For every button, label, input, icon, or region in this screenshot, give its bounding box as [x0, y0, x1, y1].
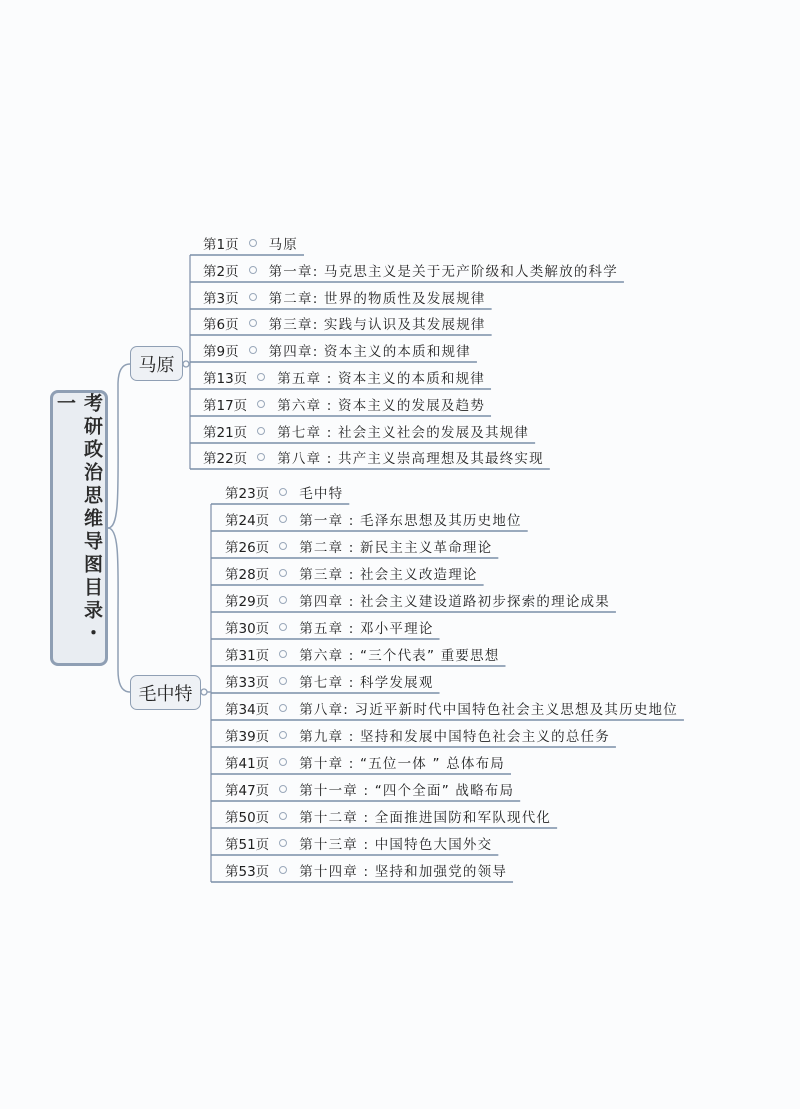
chapter-title: 第五章 : 邓小平理论 [299, 621, 434, 637]
bullet-dot-icon [279, 650, 287, 658]
page-number: 第47页 [225, 783, 270, 799]
toc-entry[interactable] [203, 258, 618, 282]
page-number: 第53页 [225, 864, 270, 880]
toc-entry[interactable] [225, 669, 434, 693]
bullet-dot-icon [257, 427, 265, 435]
bullet-dot-icon [279, 596, 287, 604]
toc-entry[interactable] [225, 507, 522, 531]
chapter-title: 第六章 : 资本主义的发展及趋势 [277, 398, 486, 414]
page-number: 第3页 [203, 291, 239, 307]
bullet-dot-icon [279, 866, 287, 874]
toc-entry[interactable] [203, 231, 298, 255]
chapter-title: 第二章 : 新民主主义革命理论 [299, 540, 493, 556]
root-branch-line [108, 364, 130, 528]
bullet-dot-icon [249, 319, 257, 327]
page-number: 第33页 [225, 675, 270, 691]
toc-entry[interactable] [225, 858, 507, 882]
bullet-dot-icon [279, 488, 287, 496]
chapter-title: 第一章: 马克思主义是关于无产阶级和人类解放的科学 [268, 264, 618, 280]
chapter-title: 第六章 : “三个代表” 重要思想 [299, 648, 500, 664]
toc-entry[interactable] [225, 615, 434, 639]
bullet-dot-icon [249, 293, 257, 301]
bullet-dot-icon [249, 346, 257, 354]
bullet-dot-icon [257, 373, 265, 381]
chapter-title: 第四章 : 社会主义建设道路初步探索的理论成果 [299, 594, 610, 610]
bullet-dot-icon [279, 731, 287, 739]
page-number: 第6页 [203, 317, 239, 333]
page-number: 第1页 [203, 237, 239, 253]
page-number: 第41页 [225, 756, 270, 772]
bullet-dot-icon [279, 704, 287, 712]
chapter-title: 第三章: 实践与认识及其发展规律 [268, 317, 486, 333]
toc-entry[interactable] [203, 311, 486, 335]
page-number: 第23页 [225, 486, 270, 502]
bullet-dot-icon [257, 453, 265, 461]
root-title: 考研政治思维导图目录・一 [54, 393, 103, 646]
chapter-title: 第一章 : 毛泽东思想及其历史地位 [299, 513, 522, 529]
chapter-title: 第十二章 : 全面推进国防和军队现代化 [299, 810, 552, 826]
page-number: 第26页 [225, 540, 270, 556]
bullet-dot-icon [279, 758, 287, 766]
bullet-dot-icon [257, 400, 265, 408]
chapter-title: 第七章 : 社会主义社会的发展及其规律 [277, 425, 530, 441]
branch-node-maozhongte[interactable] [130, 675, 201, 710]
bullet-dot-icon [279, 812, 287, 820]
bullet-dot-icon [279, 839, 287, 847]
root-branch-line [108, 528, 130, 692]
toc-entry[interactable] [225, 534, 492, 558]
page-number: 第30页 [225, 621, 270, 637]
toc-entry[interactable] [225, 480, 343, 504]
toc-entry[interactable] [203, 338, 471, 362]
toc-entry[interactable] [225, 750, 505, 774]
toc-entry[interactable] [203, 445, 544, 469]
bullet-dot-icon [249, 239, 257, 247]
page-number: 第31页 [225, 648, 270, 664]
toc-entry[interactable] [203, 392, 485, 416]
chapter-title: 第四章: 资本主义的本质和规律 [268, 344, 471, 360]
page-number: 第39页 [225, 729, 270, 745]
page-number: 第9页 [203, 344, 239, 360]
toc-entry[interactable] [225, 642, 500, 666]
bullet-dot-icon [279, 542, 287, 550]
page-number: 第29页 [225, 594, 270, 610]
chapter-title: 第十一章 : “四个全面” 战略布局 [299, 783, 515, 799]
connector-node-icon [201, 689, 207, 695]
chapter-title: 第十三章 : 中国特色大国外交 [299, 837, 493, 853]
branch-label: 马原 [138, 354, 175, 376]
bullet-dot-icon [279, 623, 287, 631]
connector-node-icon [183, 361, 189, 367]
bullet-dot-icon [249, 266, 257, 274]
bullet-dot-icon [279, 677, 287, 685]
chapter-title: 第八章: 习近平新时代中国特色社会主义思想及其历史地位 [299, 702, 678, 718]
chapter-title: 第五章 : 资本主义的本质和规律 [277, 371, 486, 387]
toc-entry[interactable] [225, 588, 610, 612]
page-number: 第51页 [225, 837, 270, 853]
page-number: 第50页 [225, 810, 270, 826]
toc-entry[interactable] [225, 723, 610, 747]
chapter-title: 第十四章 : 坚持和加强党的领导 [299, 864, 508, 880]
chapter-title: 马原 [268, 237, 298, 253]
toc-entry[interactable] [225, 561, 478, 585]
page-number: 第17页 [203, 398, 248, 414]
chapter-title: 第七章 : 科学发展观 [299, 675, 434, 691]
toc-entry[interactable] [203, 365, 485, 389]
root-node[interactable] [50, 390, 108, 666]
chapter-title: 毛中特 [299, 486, 344, 502]
toc-entry[interactable] [225, 804, 551, 828]
toc-entry[interactable] [203, 285, 486, 309]
bullet-dot-icon [279, 515, 287, 523]
bullet-dot-icon [279, 785, 287, 793]
page-number: 第22页 [203, 451, 248, 467]
chapter-title: 第十章 : “五位一体 ” 总体布局 [299, 756, 505, 772]
page-number: 第28页 [225, 567, 270, 583]
bullet-dot-icon [279, 569, 287, 577]
page-number: 第13页 [203, 371, 248, 387]
page-number: 第34页 [225, 702, 270, 718]
toc-entry[interactable] [225, 831, 492, 855]
page-number: 第24页 [225, 513, 270, 529]
branch-label: 毛中特 [138, 683, 193, 705]
branch-node-mayuan[interactable] [130, 346, 183, 381]
chapter-title: 第二章: 世界的物质性及发展规律 [268, 291, 486, 307]
page-number: 第21页 [203, 425, 248, 441]
page-number: 第2页 [203, 264, 239, 280]
toc-entry[interactable] [203, 419, 529, 443]
toc-entry[interactable] [225, 696, 678, 720]
chapter-title: 第三章 : 社会主义改造理论 [299, 567, 478, 583]
toc-entry[interactable] [225, 777, 514, 801]
chapter-title: 第八章 : 共产主义崇高理想及其最终实现 [277, 451, 544, 467]
chapter-title: 第九章 : 坚持和发展中国特色社会主义的总任务 [299, 729, 610, 745]
